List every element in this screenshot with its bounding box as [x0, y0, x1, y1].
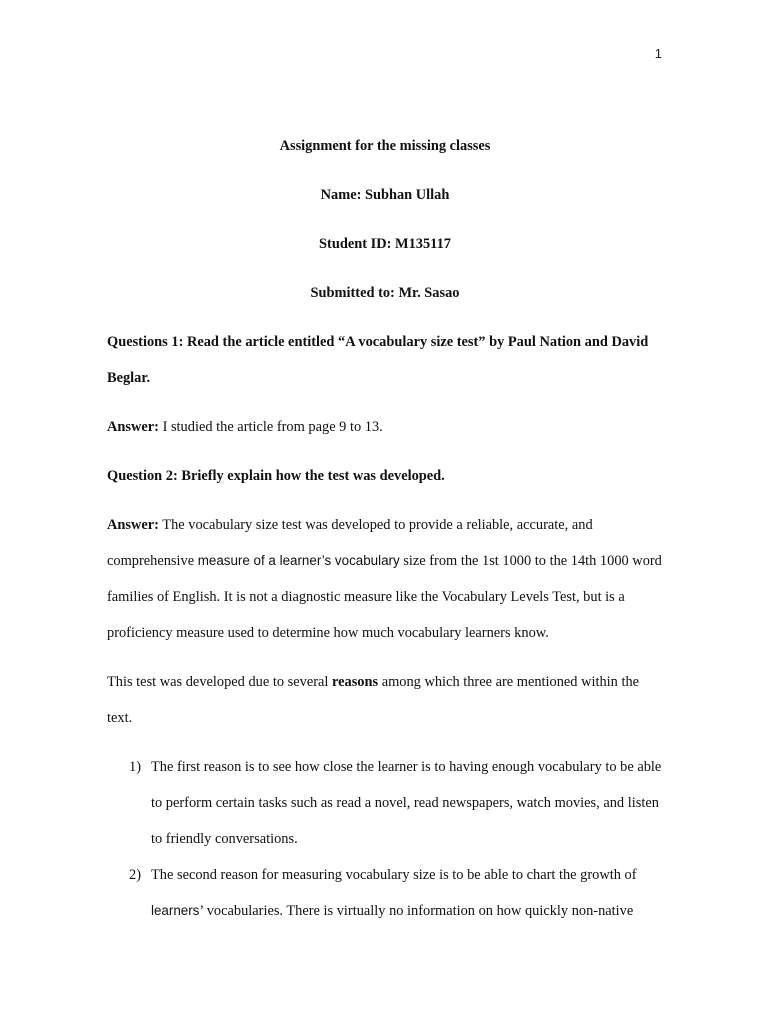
answer-2-text-b: size from the 1st 1000 to the 14th 1000 word families of English. It is not a diagnostic measure like the Vocabulary Levels Test, but is a proficiency measure used to determine how much vocabulary learners know. — [107, 553, 662, 641]
document-title: Assignment for the missing classes — [279, 138, 491, 154]
list-item — [107, 857, 663, 929]
list-item-number: 2) — [129, 867, 141, 883]
student-id: Student ID: M135117 — [319, 236, 451, 252]
answer-2-text-sans: measure of a learner’s vocabulary — [197, 553, 400, 568]
list-item-text-sans: learners — [151, 903, 200, 918]
list-item-number: 1) — [129, 759, 141, 775]
answer-1-label: Answer: — [107, 419, 159, 435]
answer-2-label: Answer: — [107, 517, 159, 533]
list-item — [107, 749, 663, 857]
question-2: Question 2: Briefly explain how the test was developed. — [107, 468, 445, 484]
answer-2-paragraph-2 — [107, 664, 663, 736]
answer-2-text-a: The vocabulary size test was developed to provide a reliable, accurate, and comprehensive — [107, 517, 593, 569]
page-number: 1 — [654, 46, 662, 61]
list-item-text-b: ’ vocabularies. There is virtually no information on how quickly non-native — [199, 903, 634, 919]
student-name: Name: Subhan Ullah — [320, 187, 450, 203]
document-body — [107, 128, 663, 929]
answer-2-paragraph-1 — [107, 507, 663, 651]
list-item-text-a: The second reason for measuring vocabulary size is to be able to chart the growth of — [151, 867, 637, 883]
submitted-to: Submitted to: Mr. Sasao — [310, 285, 460, 301]
answer-2-p2-bold: reasons — [332, 674, 379, 690]
question-1: Questions 1: Read the article entitled “A vocabulary size test” by Paul Nation and David Beglar. — [107, 334, 649, 386]
reasons-list — [107, 749, 663, 929]
answer-1 — [107, 409, 663, 445]
answer-2-p2-b: among which three are mentioned within the text. — [107, 674, 640, 726]
answer-2-p2-a: This test was developed due to several — [107, 674, 332, 690]
answer-1-text: I studied the article from page 9 to 13. — [158, 419, 383, 435]
list-item-text: The first reason is to see how close the learner is to having enough vocabulary to be able to perform certain tasks such as read a novel, read newspapers, watch movies, and listen to friendly conversations. — [151, 759, 662, 847]
